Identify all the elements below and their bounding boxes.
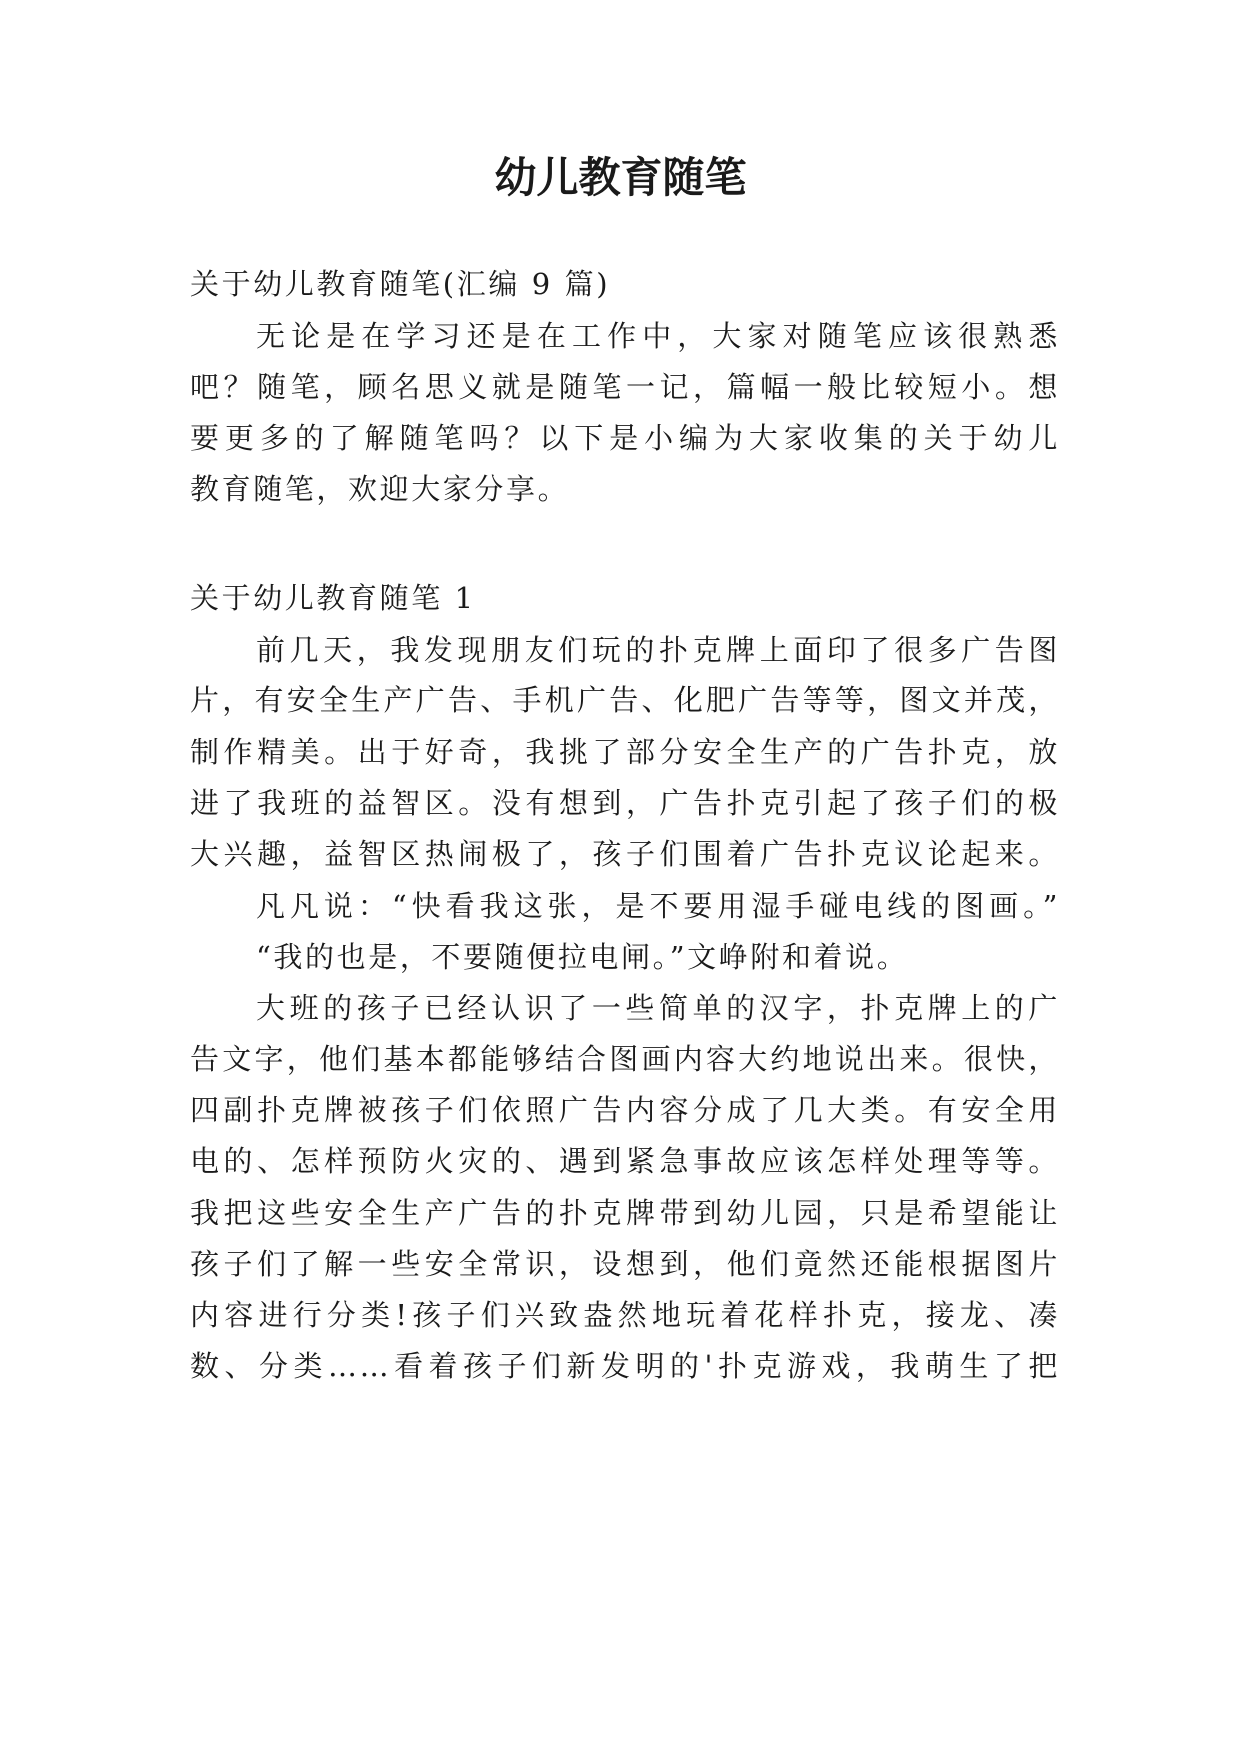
section-line: 前几天，我发现朋友们玩的扑克牌上面印了很多广告图 [256, 633, 1060, 667]
document-title: 幼儿教育随笔 [494, 153, 747, 202]
section-line: 数、分类……看着孩子们新发明的'扑克游戏，我萌生了把 [190, 1349, 1060, 1383]
section-line: 我把这些安全生产广告的扑克牌带到幼儿园，只是希望能让 [190, 1196, 1060, 1230]
section-line: 告文字，他们基本都能够结合图画内容大约地说出来。很快， [190, 1042, 1060, 1076]
section-heading: 关于幼儿教育随笔 1 [190, 581, 476, 615]
section-line: 电的、怎样预防火灾的、遇到紧急事故应该怎样处理等等。 [190, 1144, 1060, 1178]
intro-line: 无论是在学习还是在工作中，大家对随笔应该很熟悉 [256, 319, 1060, 353]
section-line: 片，有安全生产广告、手机广告、化肥广告等等，图文并茂， [190, 683, 1060, 717]
section-line: 内容进行分类!孩子们兴致盎然地玩着花样扑克，接龙、凑 [190, 1298, 1060, 1332]
section-line: 凡凡说：“快看我这张，是不要用湿手碰电线的图画。” [256, 889, 1060, 923]
intro-line: 要更多的了解随笔吗？以下是小编为大家收集的关于幼儿 [190, 421, 1060, 455]
section-line: 大班的孩子已经认识了一些简单的汉字，扑克牌上的广 [256, 991, 1060, 1025]
intro-line: 吧？随笔，顾名思义就是随笔一记，篇幅一般比较短小。想 [190, 370, 1060, 404]
section-line: 进了我班的益智区。没有想到，广告扑克引起了孩子们的极 [190, 786, 1060, 820]
section-line: 大兴趣，益智区热闹极了，孩子们围着广告扑克议论起来。 [190, 837, 1060, 871]
section-line: 制作精美。出于好奇，我挑了部分安全生产的广告扑克，放 [190, 735, 1060, 769]
section-line: “我的也是，不要随便拉电闸。”文峥附和着说。 [256, 940, 909, 974]
section-line: 孩子们了解一些安全常识，设想到，他们竟然还能根据图片 [190, 1247, 1060, 1281]
intro-line: 教育随笔，欢迎大家分享。 [190, 472, 570, 506]
document-subtitle: 关于幼儿教育随笔(汇编 9 篇) [190, 267, 611, 301]
section-line: 四副扑克牌被孩子们依照广告内容分成了几大类。有安全用 [190, 1093, 1060, 1127]
